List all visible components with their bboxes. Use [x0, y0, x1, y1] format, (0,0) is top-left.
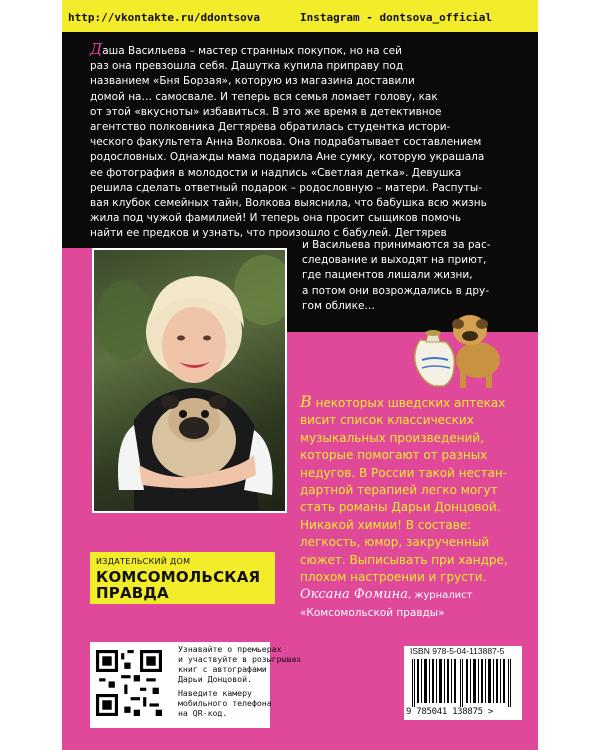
qr-code-icon[interactable]: [96, 650, 162, 716]
quote-line: недугов. В России такой нестан-: [300, 465, 508, 480]
barcode-bars: [410, 659, 514, 707]
quote-line: легкость, юмор, закрученный: [300, 535, 490, 550]
promo-line: Наведите камеру: [178, 688, 252, 698]
publisher-name-line: КОМСОМОЛЬСКАЯ: [96, 568, 261, 586]
pug-and-vase-illustration: [400, 300, 510, 392]
quote-author: Оксана Фомина: [300, 587, 408, 603]
author-with-pug-illustration: [94, 250, 287, 513]
annotation-line: названием «Бня Борзая», которую из магазина доставили: [90, 75, 415, 88]
isbn-number: ISBN 978-5-04-113887-5: [410, 646, 505, 656]
annotation-line: вая клубок семейных тайн, Волкова выяснила, что бабушка всю жизнь: [90, 197, 487, 210]
publisher-logo: [90, 552, 275, 604]
qr-promo-text: [178, 644, 338, 718]
promo-line: мобильного телефона: [178, 698, 272, 708]
annotation-line: родословных. Однажды мама подарила Ане сумку, которую украшала: [90, 151, 485, 164]
quote-line: сюжет. Выписывать при хандре,: [300, 552, 508, 567]
quote-line: висит список классических: [300, 413, 474, 428]
author-photo: [92, 248, 287, 513]
drop-cap: Д: [90, 40, 103, 58]
promo-line: на QR-код.: [178, 708, 228, 718]
ean-digits: 9 785041 138875 >: [406, 707, 494, 717]
annotation-line: ческого факультета Анна Волкова. Она подрабатывает составлением: [90, 136, 482, 149]
annotation-line: гом облике…: [302, 299, 375, 312]
review-quote: [300, 392, 518, 622]
promo-line: Узнавайте о премьерах: [178, 644, 282, 654]
annotation-line: агентство полковника Дегтярева обратилась студентка истори-: [90, 121, 451, 134]
quote-line: плохом настроении и грусти.: [300, 570, 487, 585]
annotation-line: домой на… самосвале. И теперь вся семья ломает голову, как: [90, 90, 438, 103]
annotation-line: решила сделать ответный подарок – родословную – матери. Распуты-: [90, 181, 482, 194]
quote-line: дартной терапией легко могут: [300, 483, 498, 498]
publisher-name-line: ПРАВДА: [96, 584, 169, 602]
quote-drop-cap: В: [300, 392, 312, 411]
publisher-name: [96, 569, 260, 601]
annotation-line: где пациентов лишали жизни,: [302, 269, 473, 282]
quote-line: Никакой химии! В составе:: [300, 517, 472, 532]
promo-line: книг с автографами: [178, 664, 267, 674]
vk-link[interactable]: http://vkontakte.ru/ddontsova: [68, 11, 261, 24]
promo-line: Дарьи Донцовой.: [178, 674, 252, 684]
book-back-cover: [62, 0, 538, 750]
annotation-line: а потом они возрождались в дру-: [302, 284, 490, 297]
promo-line: и участвуйте в розыгрышах: [178, 654, 302, 664]
annotation-text: [90, 40, 510, 242]
quote-author-role: , журналист: [407, 590, 473, 602]
annotation-line: аша Васильева – мастер странных покупок, но на сей: [102, 45, 402, 57]
annotation-line: ее фотография в молодости и надпись «Светлая детка». Девушка: [90, 166, 462, 179]
annotation-line: жила под чужой фамилией! И теперь она просит сыщиков помочь: [90, 212, 462, 225]
annotation-line: от этой «вкусноты» избавиться. В это же время в детективное: [90, 105, 442, 118]
quote-author-paper: «Комсомольской правды»: [300, 606, 445, 619]
quote-line: стать романы Дарьи Донцовой.: [300, 500, 501, 515]
quote-line: которые помогают от разных: [300, 448, 488, 463]
isbn-barcode: [404, 646, 522, 720]
quote-line: некоторых шведских аптеках: [311, 396, 506, 410]
annotation-line: следование и выходят на приют,: [302, 254, 487, 267]
instagram-link[interactable]: Instagram - dontsova_official: [300, 11, 493, 24]
publisher-house-label: ИЗДАТЕЛЬСКИЙ ДОМ: [96, 557, 191, 566]
annotation-line: и Васильева принимаются за рас-: [302, 239, 491, 251]
annotation-line: найти ее предков и узнать, что произошло с бабулей. Дегтярев: [90, 227, 447, 240]
annotation-line: раз она превзошла себя. Дашутка купила приправу под: [90, 60, 404, 73]
quote-line: музыкальных произведений,: [300, 430, 484, 445]
